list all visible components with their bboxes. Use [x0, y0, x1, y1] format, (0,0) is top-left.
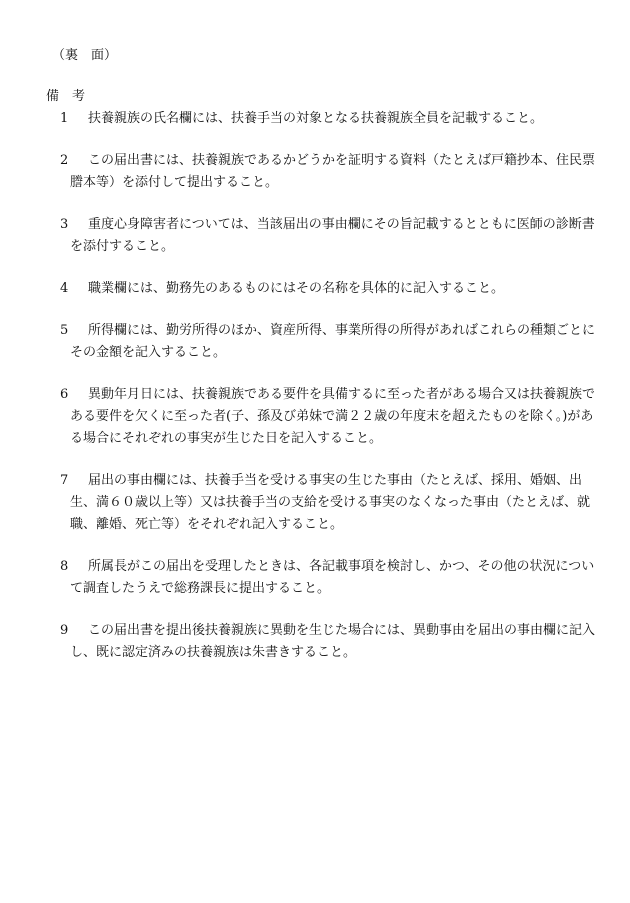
remarks-heading: 備 考: [46, 89, 86, 104]
remark-item: [60, 384, 605, 450]
remark-text: 重度心身障害者については、当該届出の事由欄にその旨記載するとともに医師の診断書を添付すること。: [70, 217, 595, 254]
remark-item: [60, 278, 605, 300]
remark-item: [60, 620, 605, 664]
remark-number: 1: [60, 111, 69, 126]
remark-item: [60, 470, 605, 536]
remark-item: [60, 556, 605, 600]
remark-text: 所得欄には、勤労所得のほか、資産所得、事業所得の所得があればこれらの種類ごとにその金額を記入すること。: [70, 323, 596, 360]
remark-text: 届出の事由欄には、扶養手当を受ける事実の生じた事由（たとえば、採用、婚姻、出生、満６０歳以上等）又は扶養手当の支給を受ける事実のなくなった事由（たとえば、就職、離婚、死亡等）をそれぞれ記入すること。: [70, 473, 591, 532]
remark-item: [60, 214, 605, 258]
remark-item: [60, 108, 605, 130]
remark-number: 7: [60, 473, 69, 488]
remark-number: 6: [60, 387, 69, 402]
remark-text: 職業欄には、勤務先のあるものにはその名称を具体的に記入すること。: [88, 281, 505, 296]
remark-text: この届出書には、扶養親族であるかどうかを証明する資料（たとえば戸籍抄本、住民票謄本等）を添付して提出すること。: [70, 153, 596, 190]
remark-number: 5: [60, 323, 69, 338]
remark-number: 3: [60, 217, 69, 232]
reverse-side-label: （裏 面）: [52, 48, 118, 63]
remark-item: [60, 150, 605, 194]
remark-text: 異動年月日には、扶養親族である要件を具備するに至った者がある場合又は扶養親族である要件を欠くに至った者(子、孫及び弟妹で満２２歳の年度末を超えたものを除く。)がある場合にそれぞれの事実が生じた日を記入すること。: [70, 387, 596, 446]
remark-text: 所属長がこの届出を受理したときは、各記載事項を検討し、かつ、その他の状況について調査したうえで総務課長に提出すること。: [70, 559, 595, 596]
remark-number: 4: [60, 281, 69, 296]
remarks-list: [60, 108, 605, 684]
remark-text: この届出書を提出後扶養親族に異動を生じた場合には、異動事由を届出の事由欄に記入し、既に認定済みの扶養親族は朱書きすること。: [70, 623, 596, 660]
remark-number: 2: [60, 153, 69, 168]
remark-item: [60, 320, 605, 364]
remark-number: 8: [60, 559, 69, 574]
remark-number: 9: [60, 623, 69, 638]
remark-text: 扶養親族の氏名欄には、扶養手当の対象となる扶養親族全員を記載すること。: [88, 111, 544, 126]
